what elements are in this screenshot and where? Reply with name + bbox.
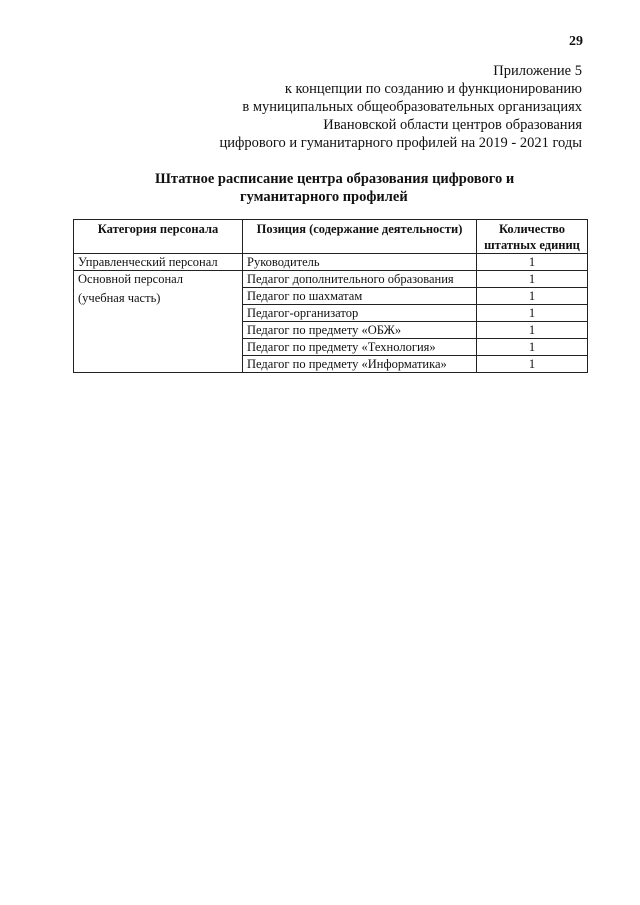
position-cell: Педагог по предмету «ОБЖ»: [243, 322, 477, 339]
table-row: [74, 254, 588, 271]
quantity-cell: 1: [477, 339, 588, 356]
document-title: [100, 170, 580, 206]
header-category: Категория персонала: [74, 220, 243, 254]
quantity-cell: 1: [477, 254, 588, 271]
position-cell: Педагог-организатор: [243, 305, 477, 322]
header-position: Позиция (содержание деятельности): [243, 220, 477, 254]
appendix-line: в муниципальных общеобразовательных организациях: [242, 99, 582, 115]
appendix-line: цифрового и гуманитарного профилей на 2019 - 2021 годы: [219, 135, 582, 151]
quantity-cell: 1: [477, 356, 588, 373]
position-cell: Педагог по предмету «Технология»: [243, 339, 477, 356]
quantity-cell: 1: [477, 305, 588, 322]
category-cell: Управленческий персонал: [74, 254, 243, 271]
table-row: [74, 271, 588, 288]
header-quantity: Количество штатных единиц: [477, 220, 588, 254]
appendix-line: Ивановской области центров образования: [323, 117, 582, 133]
category-line: Основной персонал: [78, 272, 184, 286]
appendix-heading: [220, 62, 583, 152]
table-header-row: [74, 220, 588, 254]
quantity-cell: 1: [477, 271, 588, 288]
appendix-line: к концепции по созданию и функционированию: [284, 81, 582, 97]
category-line: (учебная часть): [78, 291, 161, 305]
category-cell: [74, 271, 243, 373]
title-line: Штатное расписание центра образования цифрового и: [155, 171, 515, 187]
position-cell: Педагог по шахматам: [243, 288, 477, 305]
title-line: гуманитарного профилей: [240, 189, 408, 205]
page-number: 29: [569, 34, 583, 49]
position-cell: Педагог по предмету «Информатика»: [243, 356, 477, 373]
staff-table: [73, 219, 588, 373]
position-cell: Педагог дополнительного образования: [243, 271, 477, 288]
position-cell: Руководитель: [243, 254, 477, 271]
quantity-cell: 1: [477, 288, 588, 305]
appendix-line: Приложение 5: [493, 63, 582, 79]
quantity-cell: 1: [477, 322, 588, 339]
